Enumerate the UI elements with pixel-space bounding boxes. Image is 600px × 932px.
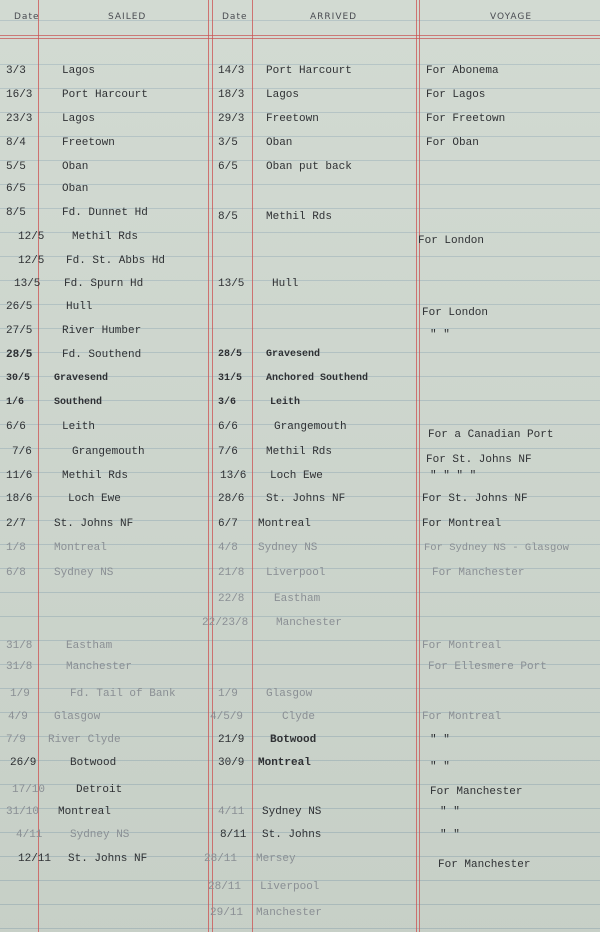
sailed-port: River Humber: [62, 325, 142, 337]
log-row: [0, 880, 600, 904]
sailed-port: Fd. Southend: [62, 349, 142, 361]
arrived-port: Lagos: [266, 89, 300, 101]
arrived-date: 8/11: [220, 829, 247, 841]
arrived-date: 31/5: [218, 373, 243, 384]
sailed-port: River Clyde: [48, 734, 121, 746]
voyage-note: For Montreal: [422, 711, 502, 723]
arrived-port: Clyde: [282, 711, 316, 723]
arrived-date: 8/5: [218, 211, 238, 223]
arrived-port: Hull: [272, 278, 299, 290]
log-row: [0, 517, 600, 541]
arrived-date: 6/6: [218, 421, 238, 433]
sailed-port: Lagos: [62, 113, 96, 125]
sailed-port: Montreal: [54, 542, 107, 554]
arrived-date: 21/9: [218, 734, 245, 746]
arrived-date: 21/8: [218, 567, 245, 579]
arrived-date: 29/11: [210, 907, 244, 919]
voyage-note: " ": [440, 829, 460, 841]
arrived-port: Oban: [266, 137, 293, 149]
sailed-date: 4/9: [8, 711, 28, 723]
header-arrived: ARRIVED: [310, 12, 358, 22]
arrived-port: Montreal: [258, 757, 311, 769]
arrived-date: 6/5: [218, 161, 238, 173]
arrived-date: 28/6: [218, 493, 245, 505]
arrived-date: 3/6: [218, 397, 237, 408]
arrived-date: 1/9: [218, 688, 238, 700]
log-row: [0, 445, 600, 469]
log-row: [0, 733, 600, 757]
log-row: [0, 783, 600, 807]
sailed-date: 12/11: [18, 853, 52, 865]
arrived-port: Anchored Southend: [266, 373, 369, 384]
sailed-date: 27/5: [6, 325, 33, 337]
sailed-date: 16/3: [6, 89, 33, 101]
arrived-port: Sydney NS: [258, 542, 318, 554]
sailed-date: 8/5: [6, 207, 26, 219]
arrived-date: 13/5: [218, 278, 245, 290]
header-voyage: VOYAGE: [490, 12, 533, 22]
arrived-port: Liverpool: [260, 881, 320, 893]
log-row: [0, 396, 600, 420]
sailed-port: Grangemouth: [72, 446, 145, 458]
sailed-date: 1/6: [6, 397, 25, 408]
log-row: [0, 160, 600, 184]
sailed-port: Leith: [62, 421, 96, 433]
sailed-date: 26/9: [10, 757, 37, 769]
log-row: [0, 420, 600, 444]
log-row: [0, 112, 600, 136]
sailed-port: Fd. Tail of Bank: [70, 688, 176, 700]
arrived-date: 4/8: [218, 542, 238, 554]
arrived-port: St. Johns: [262, 829, 322, 841]
arrived-port: Oban put back: [266, 161, 352, 173]
voyage-note: For Ellesmere Port: [428, 661, 547, 673]
log-row: [0, 324, 600, 348]
sailed-date: 6/5: [6, 183, 26, 195]
arrived-port: Port Harcourt: [266, 65, 352, 77]
arrived-port: Eastham: [274, 593, 321, 605]
sailed-port: Eastham: [66, 640, 113, 652]
sailed-date: 30/5: [6, 373, 31, 384]
arrived-port: St. Johns NF: [266, 493, 346, 505]
voyage-note: For St. Johns NF: [426, 454, 532, 466]
arrived-port: Manchester: [276, 617, 343, 629]
header-rule: [0, 35, 600, 36]
log-row: [0, 206, 600, 230]
log-row: [0, 64, 600, 88]
sailed-date: 12/5: [18, 255, 45, 267]
log-row: [0, 492, 600, 516]
voyage-note: For Freetown: [426, 113, 506, 125]
sailed-port: Gravesend: [54, 373, 109, 384]
voyage-note: " ": [430, 329, 450, 341]
sailed-date: 11/6: [6, 470, 33, 482]
sailed-port: Fd. Spurn Hd: [64, 278, 144, 290]
log-row: [0, 230, 600, 254]
voyage-note: For a Canadian Port: [428, 429, 554, 441]
sailed-date: 6/8: [6, 567, 26, 579]
sailed-port: Fd. St. Abbs Hd: [66, 255, 166, 267]
arrived-port: Leith: [270, 397, 301, 408]
arrived-port: Mersey: [256, 853, 296, 865]
sailed-port: St. Johns NF: [68, 853, 148, 865]
sailed-date: 31/8: [6, 640, 33, 652]
arrived-date: 4/11: [218, 806, 245, 818]
sailed-date: 13/5: [14, 278, 41, 290]
voyage-note: For London: [422, 307, 489, 319]
log-row: [0, 541, 600, 565]
sailed-port: Glasgow: [54, 711, 101, 723]
sailed-port: Fd. Dunnet Hd: [62, 207, 148, 219]
sailed-port: Hull: [66, 301, 93, 313]
arrived-date: 28/11: [204, 853, 238, 865]
sailed-port: Methil Rds: [72, 231, 139, 243]
voyage-note: " ": [430, 734, 450, 746]
sailed-date: 18/6: [6, 493, 33, 505]
voyage-note: " " " ": [430, 470, 477, 482]
sailed-port: Port Harcourt: [62, 89, 148, 101]
header-date-arrived: Date: [222, 12, 248, 22]
voyage-note: For Abonema: [426, 65, 499, 77]
log-row: [0, 136, 600, 160]
sailed-port: Loch Ewe: [68, 493, 121, 505]
log-row: [0, 828, 600, 852]
sailed-date: 23/3: [6, 113, 33, 125]
sailed-port: St. Johns NF: [54, 518, 134, 530]
sailed-port: Oban: [62, 183, 89, 195]
log-row: [0, 756, 600, 780]
arrived-port: Glasgow: [266, 688, 313, 700]
arrived-date: 4/5/9: [210, 711, 244, 723]
voyage-note: For Lagos: [426, 89, 486, 101]
sailed-date: 7/6: [12, 446, 32, 458]
log-row: [0, 372, 600, 396]
voyage-note: For Manchester: [438, 859, 531, 871]
voyage-note: " ": [430, 761, 450, 773]
log-row: [0, 469, 600, 493]
arrived-port: Gravesend: [266, 349, 321, 360]
sailed-port: Manchester: [66, 661, 133, 673]
arrived-date: 13/6: [220, 470, 247, 482]
log-row: [0, 687, 600, 711]
arrived-port: Botwood: [270, 734, 317, 746]
sailed-date: 31/8: [6, 661, 33, 673]
sailed-date: 1/8: [6, 542, 26, 554]
arrived-date: 7/6: [218, 446, 238, 458]
log-row: [0, 182, 600, 206]
arrived-port: Grangemouth: [274, 421, 347, 433]
arrived-date: 28/5: [218, 349, 243, 360]
sailed-date: 4/11: [16, 829, 43, 841]
voyage-note: For Montreal: [422, 640, 502, 652]
sailed-port: Lagos: [62, 65, 96, 77]
sailed-date: 7/9: [6, 734, 26, 746]
arrived-port: Montreal: [258, 518, 311, 530]
sailed-date: 1/9: [10, 688, 30, 700]
log-row: [0, 852, 600, 876]
arrived-date: 28/11: [208, 881, 242, 893]
header-sailed: SAILED: [108, 12, 147, 22]
log-row: [0, 616, 600, 640]
log-row: [0, 277, 600, 301]
arrived-port: Freetown: [266, 113, 319, 125]
arrived-port: Liverpool: [266, 567, 326, 579]
log-row: [0, 592, 600, 616]
voyage-note: For Sydney NS - Glasgow: [424, 542, 569, 554]
sailed-port: Sydney NS: [70, 829, 130, 841]
arrived-port: Methil Rds: [266, 211, 333, 223]
arrived-port: Methil Rds: [266, 446, 333, 458]
log-row: [0, 805, 600, 829]
sailed-date: 31/10: [6, 806, 40, 818]
sailed-date: 3/3: [6, 65, 26, 77]
sailed-date: 26/5: [6, 301, 33, 313]
log-row: [0, 254, 600, 278]
voyage-note: For Manchester: [430, 786, 523, 798]
sailed-port: Sydney NS: [54, 567, 114, 579]
sailed-date: 6/6: [6, 421, 26, 433]
sailed-date: 2/7: [6, 518, 26, 530]
voyage-note: " ": [440, 806, 460, 818]
arrived-date: 29/3: [218, 113, 245, 125]
voyage-note: For Manchester: [432, 567, 525, 579]
log-row: [0, 88, 600, 112]
arrived-date: 14/3: [218, 65, 245, 77]
arrived-date: 22/23/8: [202, 617, 249, 629]
voyage-note: For Montreal: [422, 518, 502, 530]
sailed-date: 12/5: [18, 231, 45, 243]
arrived-date: 22/8: [218, 593, 245, 605]
sailed-port: Detroit: [76, 784, 123, 796]
sailed-date: 5/5: [6, 161, 26, 173]
voyage-note: For St. Johns NF: [422, 493, 528, 505]
log-row: [0, 566, 600, 590]
sailed-port: Methil Rds: [62, 470, 129, 482]
arrived-date: 6/7: [218, 518, 238, 530]
sailed-date: 8/4: [6, 137, 26, 149]
sailed-port: Oban: [62, 161, 89, 173]
log-row: [0, 348, 600, 372]
arrived-port: Sydney NS: [262, 806, 322, 818]
sailed-port: Montreal: [58, 806, 111, 818]
sailed-port: Freetown: [62, 137, 115, 149]
arrived-port: Loch Ewe: [270, 470, 323, 482]
sailed-date: 28/5: [6, 349, 33, 361]
header-date-sailed: Date: [14, 12, 40, 22]
log-row: [0, 660, 600, 684]
log-row: [0, 710, 600, 734]
arrived-port: Manchester: [256, 907, 323, 919]
sailed-date: 17/10: [12, 784, 46, 796]
sailed-port: Botwood: [70, 757, 117, 769]
sailed-port: Southend: [54, 397, 103, 408]
arrived-date: 18/3: [218, 89, 245, 101]
header-rule-double: [0, 38, 600, 39]
arrived-date: 30/9: [218, 757, 245, 769]
voyage-note: For London: [418, 235, 485, 247]
log-row: [0, 300, 600, 324]
log-row: [0, 906, 600, 930]
arrived-date: 3/5: [218, 137, 238, 149]
voyage-note: For Oban: [426, 137, 479, 149]
